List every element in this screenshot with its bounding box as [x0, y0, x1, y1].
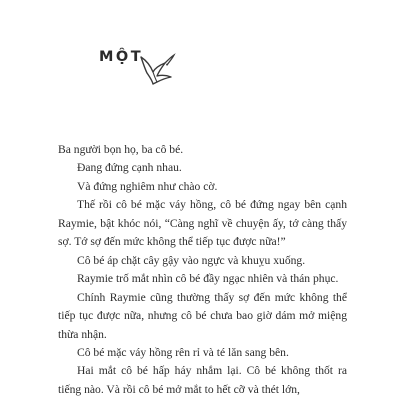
- chapter-body: [58, 141, 347, 399]
- paragraph: Đang đứng cạnh nhau.: [77, 161, 182, 175]
- paragraph: Cô bé áp chặt cây gậy vào ngực và khuỵu xuống.: [77, 253, 306, 267]
- swallow-bird-icon: [138, 49, 176, 85]
- chapter-title: MỘT: [99, 49, 144, 65]
- paragraph: Ba người bọn họ, ba cô bé.: [58, 143, 184, 156]
- chapter-heading: [99, 44, 143, 84]
- paragraph: Cô bé mặc váy hồng rên rỉ và té lăn sang bên.: [77, 345, 289, 359]
- paragraph: Chính Raymie cũng thường thấy sợ đến mức không thể tiếp tục được nữa, nhưng cô bé chưa bao giờ dám mở miệng thừa nhận.: [58, 290, 347, 341]
- paragraph: Raymie trố mắt nhìn cô bé đầy ngạc nhiên và thán phục.: [77, 272, 339, 286]
- paragraph: Thế rồi cô bé mặc váy hồng, cô bé đứng ngay bên cạnh Raymie, bật khóc nói, “Càng nghĩ về chuyện ấy, tớ càng thấy sợ. Tớ sợ đến mức không thể tiếp tục được nữa!”: [58, 198, 347, 249]
- paragraph: Và đứng nghiêm như chào cờ.: [77, 179, 218, 193]
- paragraph: Hai mắt cô bé hấp háy nhắm lại. Cô bé không thốt ra tiếng nào. Và rồi cô bé mở mắt to hết cỡ và thét lớn,: [58, 364, 347, 396]
